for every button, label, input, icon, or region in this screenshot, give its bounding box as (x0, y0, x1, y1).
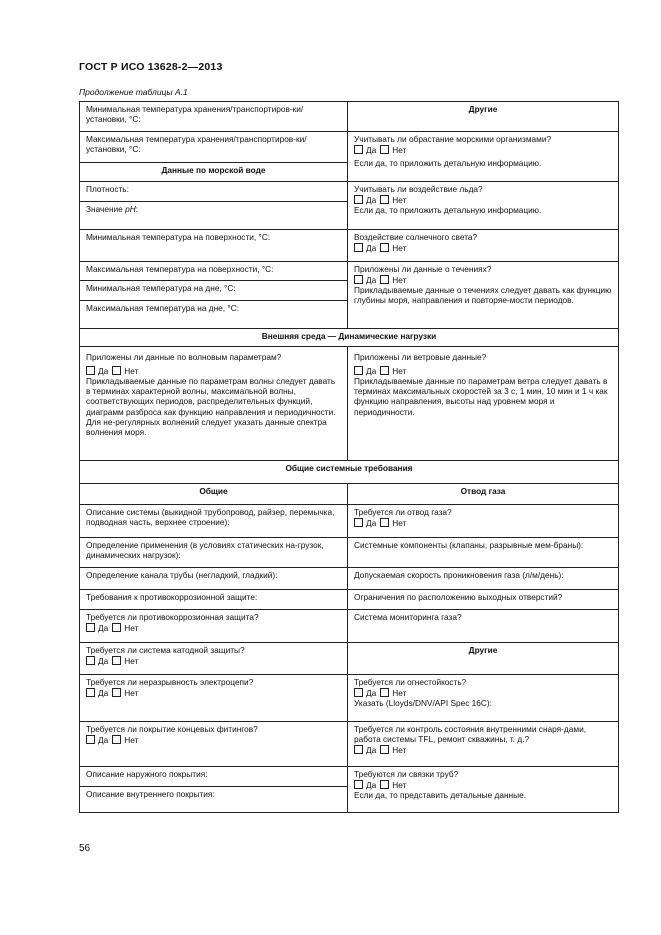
yes-checkbox[interactable] (354, 780, 363, 789)
density-field[interactable]: Плотность: (80, 182, 348, 202)
electrical-continuity-question: Требуется ли неразрывность электроцепи? (86, 677, 254, 687)
other-subheader: Другие (348, 643, 619, 675)
end-fitting-coating-question: Требуется ли покрытие концевых фитингов? (86, 724, 258, 734)
gas-vent-column-header: Отвод газа (348, 484, 619, 505)
no-checkbox[interactable] (112, 623, 121, 632)
yes-checkbox[interactable] (354, 243, 363, 252)
fire-resistance-spec: Указать (Lloyds/DNV/API Spec 16C): (354, 698, 492, 709)
yes-checkbox[interactable] (354, 195, 363, 204)
ice-effect-cell: Учитывать ли воздействие льда? Да Нет Если да, то приложить детальную информацию. (348, 182, 619, 230)
end-fitting-coating-cell: Требуется ли покрытие концевых фитингов? Да Нет (80, 722, 348, 767)
wind-data-question: Приложены ли ветровые данные? (354, 352, 487, 362)
other-header: Другие (348, 102, 619, 132)
ph-field[interactable]: Значение pH: (80, 202, 348, 230)
no-checkbox[interactable] (380, 275, 389, 284)
no-checkbox[interactable] (380, 145, 389, 154)
no-checkbox[interactable] (380, 243, 389, 252)
min-bottom-temp-field[interactable]: Минимальная температура на дне, °С: (80, 281, 348, 301)
yes-checkbox[interactable] (354, 518, 363, 527)
yes-checkbox[interactable] (354, 145, 363, 154)
dynamic-loads-section-title: Внешняя среда — Динамические нагрузки (80, 329, 619, 347)
ice-effect-note: Если да, то приложить детальную информацию. (354, 205, 542, 216)
yes-checkbox[interactable] (86, 735, 95, 744)
no-checkbox[interactable] (380, 688, 389, 697)
fire-resistance-cell: Требуется ли огнестойкость? Да Нет Указать (Lloyds/DNV/API Spec 16C): (348, 675, 619, 722)
internal-inspection-cell: Требуется ли контроль состояния внутренними снаря-дами, работа системы TFL, ремонт скважины, т. д.? Да Нет (348, 722, 619, 767)
currents-question: Приложены ли данные о течениях? (354, 264, 492, 274)
yes-checkbox[interactable] (354, 688, 363, 697)
no-checkbox[interactable] (112, 366, 121, 375)
pipe-bundles-note: Если да, то представить детальные данные. (354, 790, 527, 801)
ice-effect-question: Учитывать ли воздействие льда? (354, 184, 483, 194)
yes-checkbox[interactable] (86, 366, 95, 375)
yes-checkbox[interactable] (354, 366, 363, 375)
document-header: ГОСТ Р ИСО 13628-2—2013 (79, 61, 223, 73)
no-checkbox[interactable] (112, 688, 121, 697)
cathodic-protection-cell: Требуется ли система катодной защиты? Да Нет (80, 643, 348, 675)
cathodic-protection-question: Требуется ли система катодной защиты? (86, 645, 245, 655)
outer-coating-field[interactable]: Описание наружного покрытия: (80, 767, 348, 787)
max-storage-temp-field[interactable]: Максимальная температура хранения/транспортиров-ки/установки, °С: (80, 132, 348, 163)
pipe-bundles-cell: Требуются ли связки труб? Да Нет Если да, то представить детальные данные. (348, 767, 619, 813)
no-checkbox[interactable] (380, 780, 389, 789)
no-checkbox[interactable] (112, 735, 121, 744)
marine-fouling-note: Если да, то приложить детальную информацию. (354, 158, 542, 169)
system-components-field[interactable]: Системные компоненты (клапаны, разрывные мем-браны): (348, 538, 619, 568)
yes-checkbox[interactable] (86, 623, 95, 632)
yes-checkbox[interactable] (86, 656, 95, 665)
pipe-bundles-question: Требуются ли связки труб? (354, 769, 459, 779)
inner-coating-field[interactable]: Описание внутреннего покрытия: (80, 787, 348, 813)
max-surface-temp-field[interactable]: Максимальная температура на поверхности, °С: (80, 262, 348, 281)
gas-vent-cell: Требуется ли отвод газа? Да Нет (348, 505, 619, 538)
application-definition-field[interactable]: Определение применения (в условиях статических на-грузок, динамических нагрузок): (80, 538, 348, 568)
sunlight-question: Воздействие солнечного света? (354, 232, 478, 242)
requirements-table (79, 101, 619, 813)
wave-data-cell: Приложены ли данные по волновым параметрам? Да Нет Прикладываемые данные по параметрам волны следует давать в терминах характерной волны, максимальной волны, соответствующих периодов, распределительных функций, диаграмм разброса как функцию направления и периодичности. Для не-регулярных волнений следует указать данные спектра волнения моря. (80, 347, 348, 461)
yes-checkbox[interactable] (354, 275, 363, 284)
min-storage-temp-field[interactable]: Минимальная температура хранения/транспортиров-ки/установки, °С: (80, 102, 348, 132)
general-column-header: Общие (80, 484, 348, 505)
wave-data-note: Прикладываемые данные по параметрам волны следует давать в терминах характерной волны, максимальной волны, соответствующих периодов, распределительных функций, диаграмм разброса как функцию направления и периодичности. Для не-регулярных волнений следует указать данные спектра волнения моря. (86, 376, 336, 437)
wind-data-cell: Приложены ли ветровые данные? Да Нет Прикладываемые данные по параметрам ветра следует давать в терминах максимальных скоростей за 3 с, 1 мин, 10 мин и 1 ч как функцию направления, высоты над уровнем моря и периодичности. (348, 347, 619, 461)
gas-monitoring-field[interactable]: Система мониторинга газа? (348, 610, 619, 643)
wave-data-question: Приложены ли данные по волновым параметрам? (86, 352, 282, 362)
general-system-requirements-title: Общие системные требования (80, 461, 619, 484)
no-checkbox[interactable] (380, 366, 389, 375)
max-bottom-temp-field[interactable]: Максимальная температура на дне, °С: (80, 301, 348, 329)
corrosion-protection-cell: Требуется ли противокоррозионная защита? Да Нет (80, 610, 348, 643)
min-surface-temp-field[interactable]: Минимальная температура на поверхности, °С: (80, 230, 348, 262)
page-number: 56 (79, 843, 91, 854)
yes-checkbox[interactable] (86, 688, 95, 697)
currents-note: Прикладываемые данные о течениях следует давать как функцию глубины моря, направления и повторяе-мости периодов. (354, 285, 612, 306)
no-checkbox[interactable] (112, 656, 121, 665)
fire-resistance-question: Требуется ли огнестойкость? (354, 677, 467, 687)
yes-checkbox[interactable] (354, 745, 363, 754)
no-checkbox[interactable] (380, 518, 389, 527)
table-continuation-caption: Продолжение таблицы А.1 (79, 87, 188, 97)
corrosion-requirements-field[interactable]: Требования к противокоррозионной защите: (80, 590, 348, 610)
sunlight-cell: Воздействие солнечного света? Да Нет (348, 230, 619, 262)
marine-fouling-cell: Учитывать ли обрастание морскими организмами? Да Нет Если да, то приложить детальную информацию. (348, 132, 619, 182)
marine-fouling-question: Учитывать ли обрастание морскими организмами? (354, 134, 552, 144)
gas-permeation-field[interactable]: Допускаемая скорость проникновения газа (л/м/день): (348, 568, 619, 590)
electrical-continuity-cell: Требуется ли неразрывность электроцепи? Да Нет (80, 675, 348, 722)
wind-data-note: Прикладываемые данные по параметрам ветра следует давать в терминах максимальных скоростей за 3 с, 1 мин, 10 мин и 1 ч как функцию направления, высоты над уровнем моря и периодичности. (354, 376, 608, 417)
outlet-limits-field[interactable]: Ограничения по расположению выходных отверстий? (348, 590, 619, 610)
no-checkbox[interactable] (380, 745, 389, 754)
currents-cell: Приложены ли данные о течениях? Да Нет Прикладываемые данные о течениях следует давать как функцию глубины моря, направления и повторяе-мости периодов. (348, 262, 619, 329)
corrosion-protection-question: Требуется ли противокоррозионная защита? (86, 612, 259, 622)
gas-vent-question: Требуется ли отвод газа? (354, 507, 452, 517)
system-description-field[interactable]: Описание системы (выкидной трубопровод, райзер, перемычка, подводная часть, верхнее строение): (80, 505, 348, 538)
internal-inspection-question: Требуется ли контроль состояния внутренними снаря-дами, работа системы TFL, ремонт скважины, т. д.? (354, 724, 587, 745)
sea-water-data-title: Данные по морской воде (80, 163, 348, 182)
pipe-bore-field[interactable]: Определение канала трубы (негладкий, гладкий): (80, 568, 348, 590)
no-checkbox[interactable] (380, 195, 389, 204)
